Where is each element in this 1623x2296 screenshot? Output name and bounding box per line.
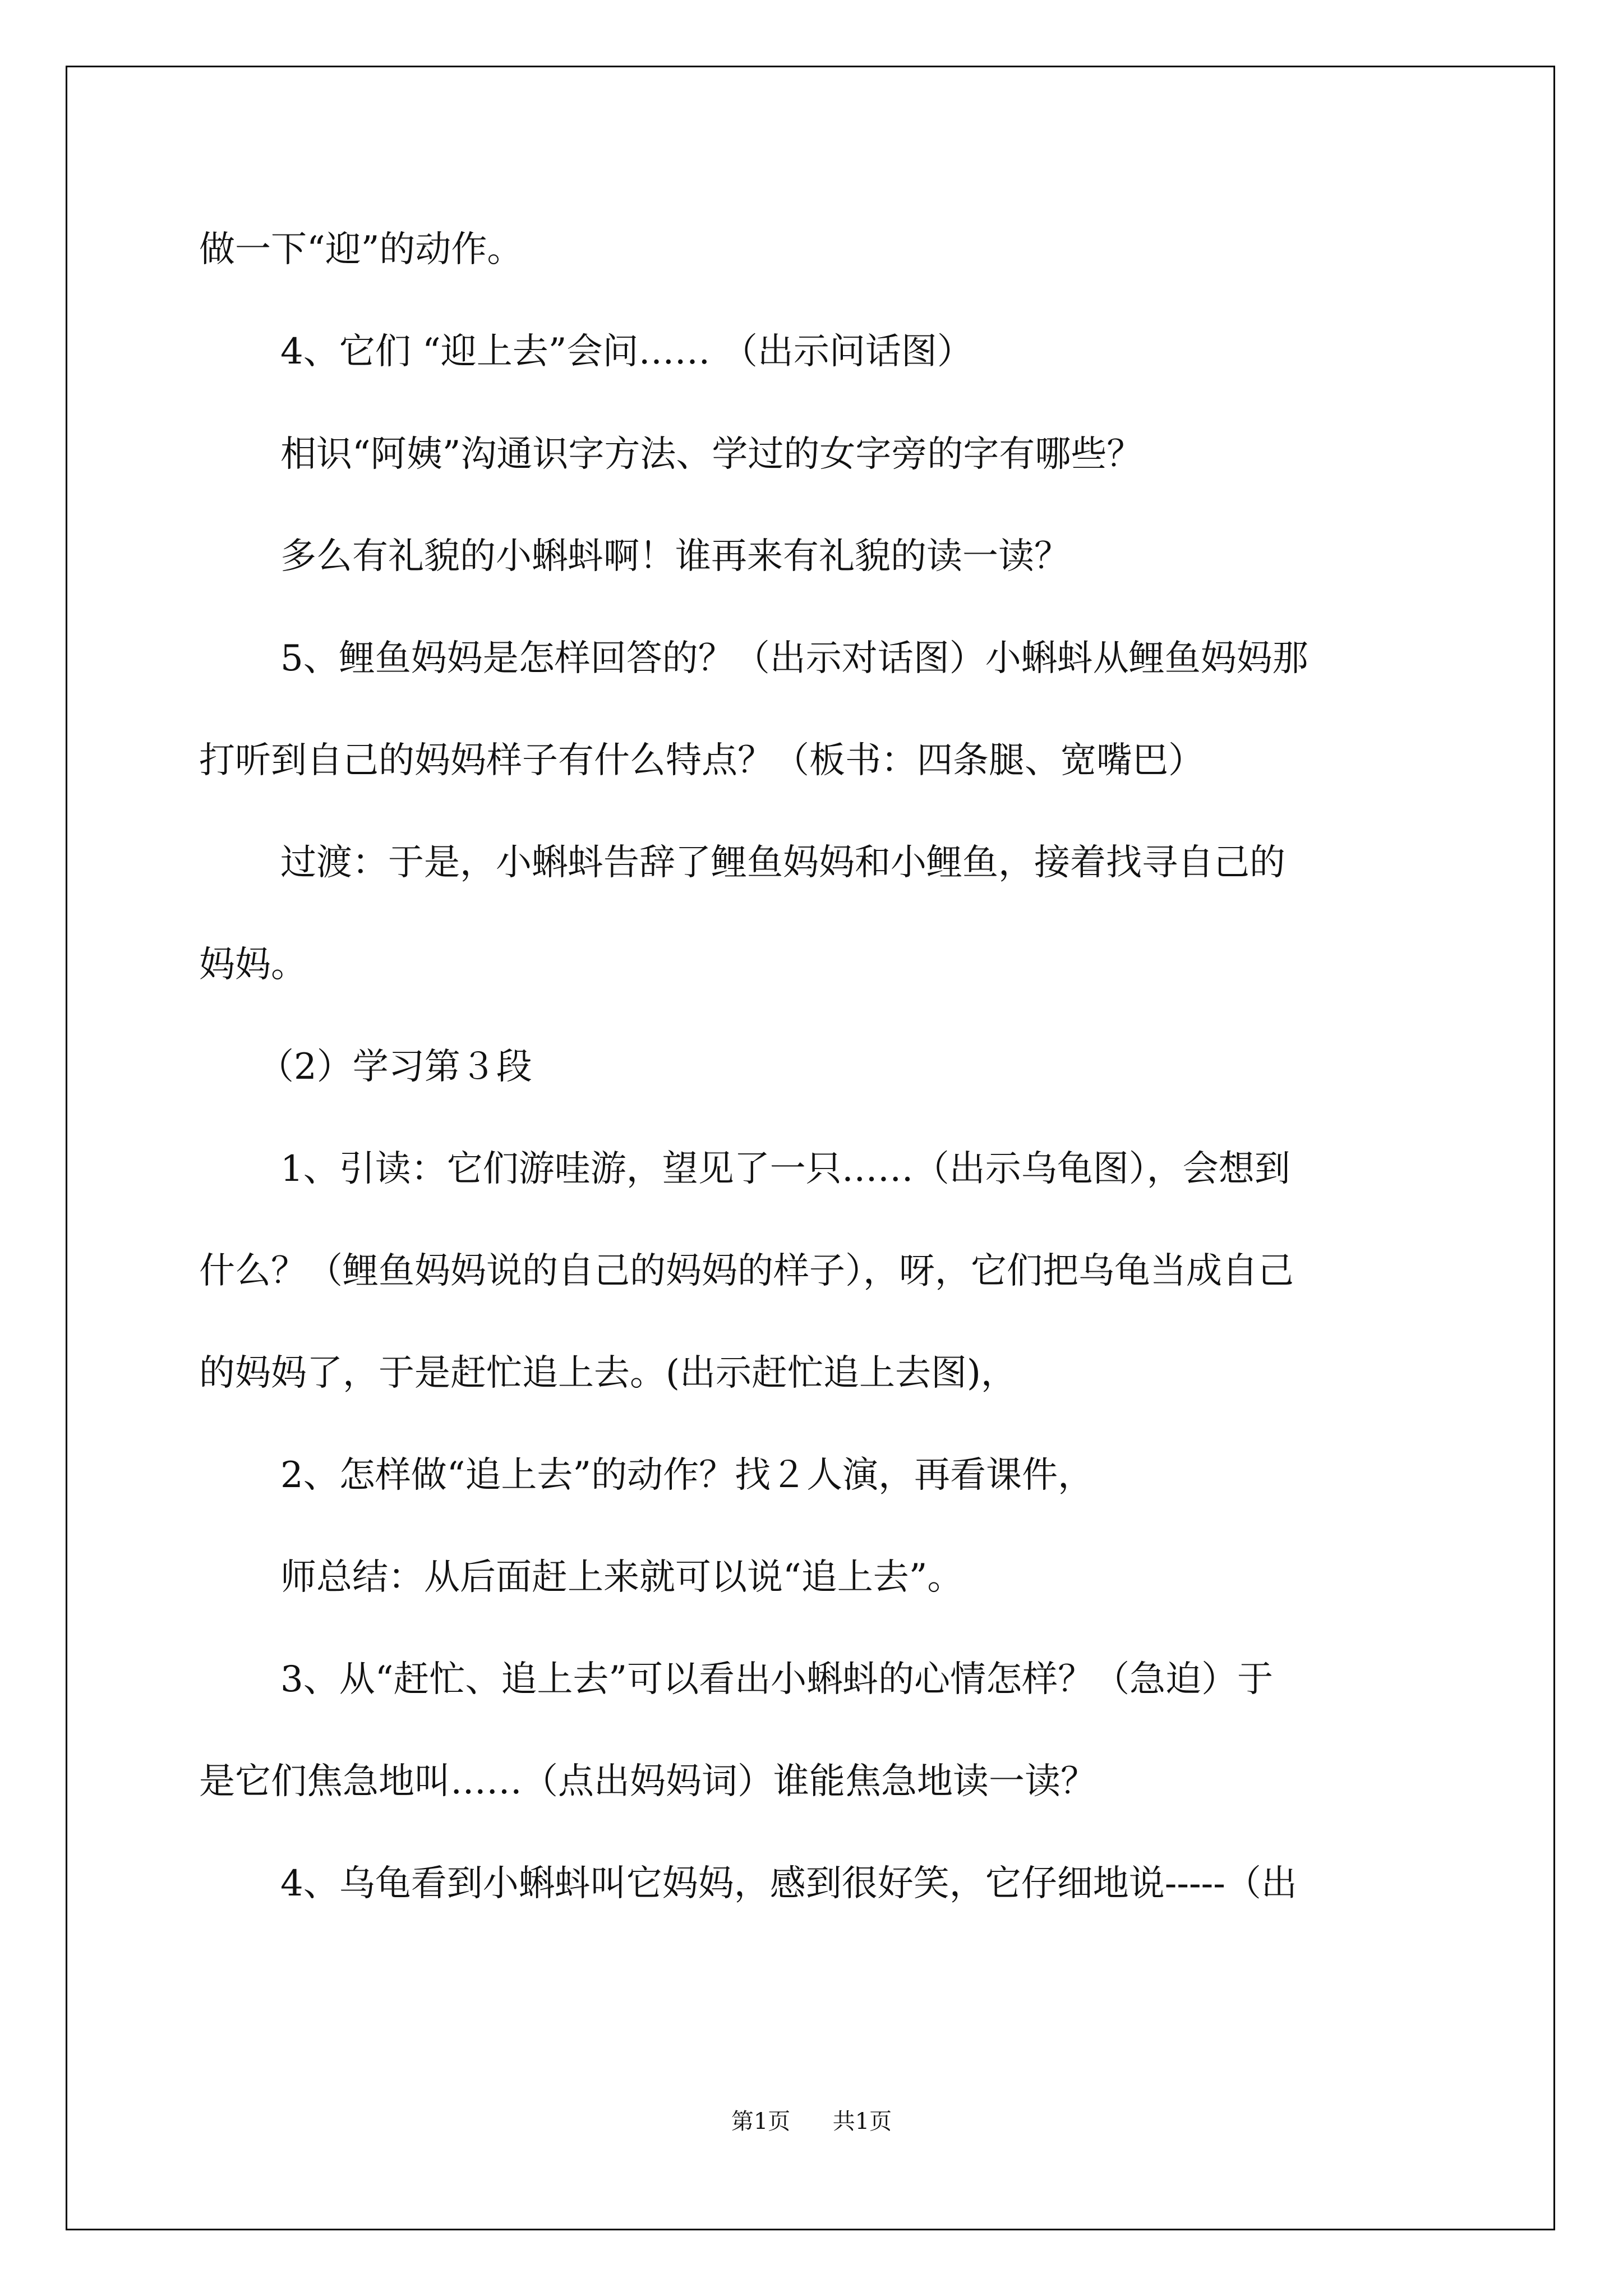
paragraph-line-8: 妈妈。 (199, 944, 307, 986)
paragraph-line-14: 师总结：从后面赶上来就可以说“追上去”。 (280, 1557, 963, 1598)
paragraph-line-6: 打听到自己的妈妈样子有什么特点？（板书：四条腿、宽嘴巴） (199, 740, 1204, 781)
paragraph-line-7: 过渡：于是，小蝌蚪告辞了鲤鱼妈妈和小鲤鱼，接着找寻自己的 (280, 842, 1285, 884)
paragraph-line-16: 是它们焦急地叫……（点出妈妈词）谁能焦急地读一读？ (199, 1761, 1096, 1802)
paragraph-line-13: 2、怎样做“追上去”的动作？找２人演，再看课件， (280, 1455, 1094, 1496)
page-number-total: 共1页 (832, 2109, 892, 2134)
paragraph-line-5: 5、鲤鱼妈妈是怎样回答的？（出示对话图）小蝌蚪从鲤鱼妈妈那 (280, 638, 1308, 679)
paragraph-line-17: 4、乌龟看到小蝌蚪叫它妈妈，感到很好笑，它仔细地说-----（出 (280, 1863, 1297, 1904)
paragraph-line-3: 相识“阿姨”沟通识字方法、学过的女字旁的字有哪些？ (280, 434, 1143, 475)
paragraph-line-15: 3、从“赶忙、追上去”可以看出小蝌蚪的心情怎样？（急迫）于 (280, 1659, 1274, 1700)
paragraph-line-11: 什么？（鲤鱼妈妈说的自己的妈妈的样子），呀，它们把乌龟当成自己 (199, 1250, 1294, 1292)
section-heading: （2）学习第３段 (258, 1046, 532, 1088)
paragraph-line-1: 做一下“迎”的动作。 (199, 229, 523, 270)
paragraph-line-4: 多么有礼貌的小蝌蚪啊！谁再来有礼貌的读一读？ (280, 536, 1070, 577)
page-number-current: 第1页 (731, 2109, 791, 2134)
paragraph-line-2: 4、它们 “迎上去”会问…… （出示问话图） (280, 331, 973, 372)
page-footer (0, 2105, 1623, 2138)
paragraph-line-10: 1、引读：它们游哇游，望见了一只……（出示乌龟图），会想到 (280, 1148, 1290, 1190)
paragraph-line-12: 的妈妈了，于是赶忙追上去。(出示赶忙追上去图)， (199, 1352, 1017, 1394)
